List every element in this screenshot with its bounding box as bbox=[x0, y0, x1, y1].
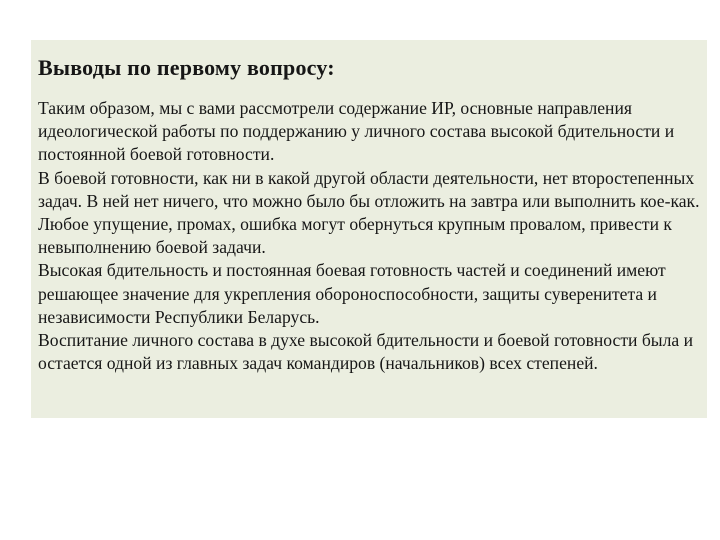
slide-body bbox=[38, 97, 701, 375]
slide-heading: Выводы по первому вопросу: bbox=[38, 55, 335, 80]
paragraph-summary: Таким образом, мы с вами рассмотрели содержание ИР, основные направления идеологической работы по поддержанию у личного состава высокой бдительности и постоянной боевой готовности. bbox=[38, 98, 675, 165]
paragraph-vigilance-importance: Высокая бдительность и постоянная боевая готовность частей и соединений имеют решающее значение для укрепления обороноспособности, защиты суверенитета и независимости Республики Беларусь. bbox=[38, 260, 666, 327]
paragraph-education: Воспитание личного состава в духе высокой бдительности и боевой готовности была и остается одной из главных задач командиров (начальников) всех степеней. bbox=[38, 330, 694, 374]
paragraph-combat-readiness: В боевой готовности, как ни в какой другой области деятельности, нет второстепенных задач. В ней нет ничего, что можно было бы отложить на завтра или выполнить кое-как. Любое упущение, промах, ошибка могут обернуться крупным провалом, привести к невыполнению боевой задачи. bbox=[38, 167, 700, 258]
content-panel bbox=[31, 40, 707, 418]
